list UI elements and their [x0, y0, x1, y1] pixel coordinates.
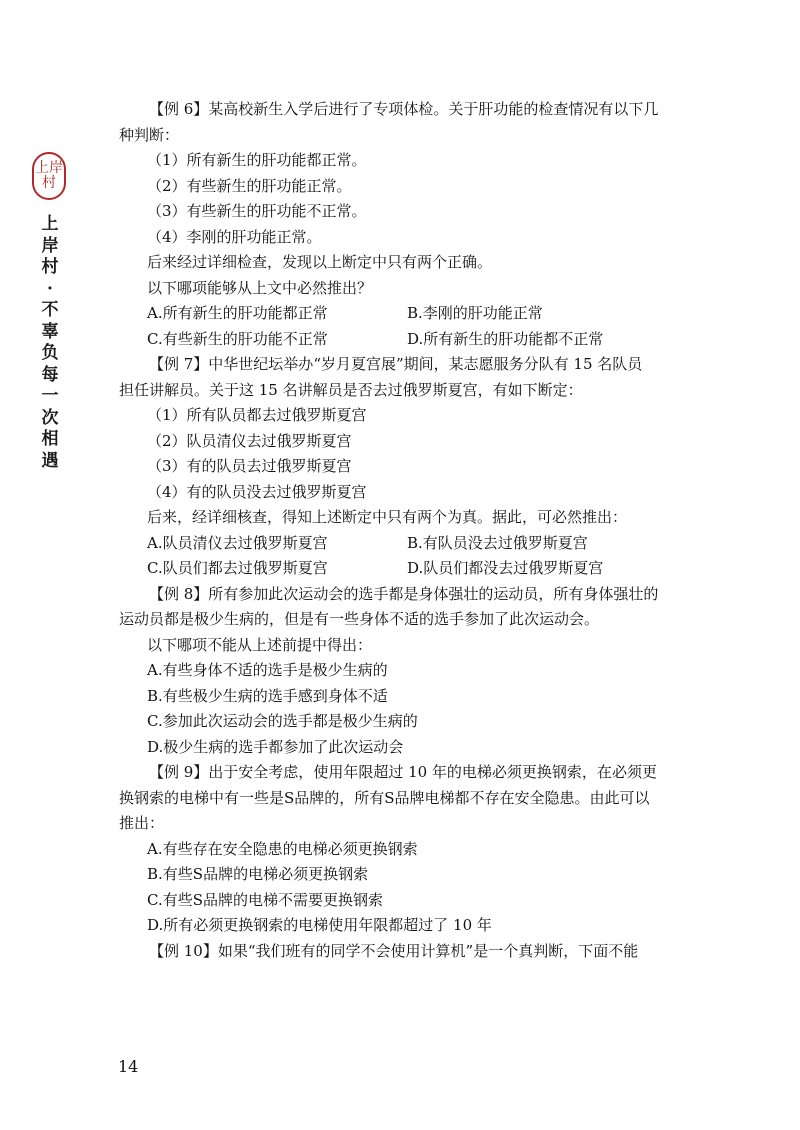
option-text: B.李刚的肝功能正常	[407, 304, 543, 322]
text-line: （2）有些新生的肝功能正常。	[147, 176, 352, 195]
option-row	[119, 301, 689, 327]
text-line: 担任讲解员。关于这 15 名讲解员是否去过俄罗斯夏宫，有如下断定：	[119, 380, 583, 399]
text-line: A.有些存在安全隐患的电梯必须更换钢索	[147, 839, 418, 858]
text-line: （1）所有队员都去过俄罗斯夏宫	[147, 406, 367, 424]
text-line: 以下哪项不能从上述前提中得出：	[147, 635, 373, 654]
text-line: （4）李刚的肝功能正常。	[147, 227, 322, 246]
text-line: 运动员都是极少生病的，但是有一些身体不适的选手参加了此次运动会。	[119, 610, 600, 628]
slogan-vertical: 上岸村·不辜负每一次相遇	[41, 214, 59, 471]
text-line: 以下哪项能够从上文中必然推出？	[147, 278, 373, 297]
text-line: 换钢索的电梯中有一些是S品牌的，所有S品牌电梯都不存在安全隐患。由此可以	[119, 788, 650, 807]
text-line: B.有些S品牌的电梯必须更换钢索	[147, 865, 369, 883]
text-line: C.有些S品牌的电梯不需要更换钢索	[147, 890, 383, 909]
option-row	[119, 327, 689, 353]
text-line: D.所有必须更换钢索的电梯使用年限都超过了 10 年	[147, 916, 492, 934]
page-body	[119, 97, 689, 964]
sidebar	[28, 152, 72, 472]
text-line: D.极少生病的选手都参加了此次运动会	[147, 737, 404, 756]
text-line: 种判断：	[119, 125, 180, 144]
option-text: D.队员们都没去过俄罗斯夏宫	[407, 559, 604, 577]
text-line: （4）有的队员没去过俄罗斯夏宫	[147, 482, 367, 501]
question-line: 【例 6】某高校新生入学后进行了专项体检。关于肝功能的检查情况有以下几	[149, 100, 659, 118]
option-row	[119, 531, 689, 557]
text-line: （1）所有新生的肝功能都正常。	[147, 151, 367, 169]
question-line: 【例 9】出于安全考虑，使用年限超过 10 年的电梯必须更换钢索，在必须更	[149, 763, 657, 781]
question-line: 【例 8】所有参加此次运动会的选手都是身体强壮的运动员，所有身体强壮的	[149, 584, 659, 603]
option-row	[119, 556, 689, 582]
question-line: 【例 10】如果“我们班有的同学不会使用计算机”是一个真判断，下面不能	[149, 941, 639, 960]
text-line: A.有些身体不适的选手是极少生病的	[147, 661, 388, 679]
option-text: C.有些新生的肝功能不正常	[147, 329, 328, 348]
option-text: A.所有新生的肝功能都正常	[147, 304, 328, 322]
option-text: D.所有新生的肝功能都不正常	[407, 329, 604, 348]
text-line: 推出：	[119, 814, 165, 832]
text-line: 后来经过详细检查，发现以上断定中只有两个正确。	[147, 253, 493, 271]
option-text: C.队员们都去过俄罗斯夏宫	[147, 559, 328, 577]
text-line: （3）有的队员去过俄罗斯夏宫	[147, 457, 352, 475]
shanganchun-seal-logo: 上岸 村	[32, 152, 66, 200]
question-line: 【例 7】中华世纪坛举办“岁月夏宫展”期间，某志愿服务分队有 15 名队员	[149, 355, 643, 373]
text-line: （2）队员清仪去过俄罗斯夏宫	[147, 431, 352, 450]
page-number: 14	[118, 1057, 139, 1076]
text-line: 后来，经详细核查，得知上述断定中只有两个为真。据此，可必然推出：	[147, 508, 628, 526]
option-text: B.有队员没去过俄罗斯夏宫	[407, 533, 588, 552]
text-line: B.有些极少生病的选手感到身体不适	[147, 686, 388, 705]
text-line: （3）有些新生的肝功能不正常。	[147, 202, 367, 220]
text-line: C.参加此次运动会的选手都是极少生病的	[147, 712, 418, 730]
option-text: A.队员清仪去过俄罗斯夏宫	[147, 533, 328, 552]
